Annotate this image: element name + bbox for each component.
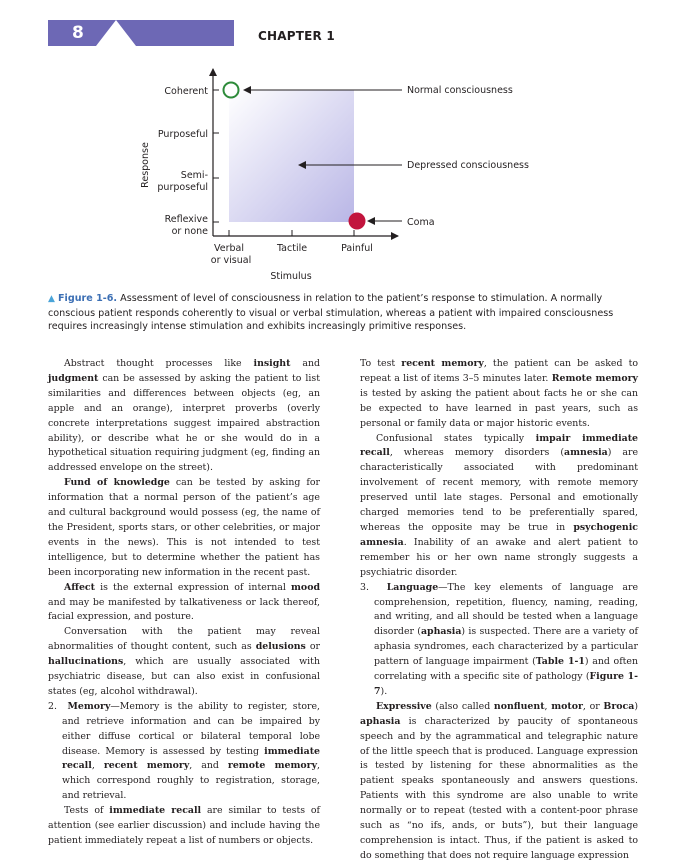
- paragraph-expressive-aphasia: Expressive (also called nonfluent, motor, or Broca) aphasia is characterized by paucity of spontaneous speech and by the agrammatical and telegraphic nature of the little speech that is produced. Language expression is tested by listening for these abnormalities as the patient speaks spontaneously and answers questions. Patients with this syndrome are also unable to write normally or to repeat (tested with a content-poor phrase such as “no ifs, ands, or buts”), but their language comprehension is intact. Thus, if the patient is asked to do something that does not require language expression: [360, 700, 638, 861]
- figure-caption: [48, 292, 638, 334]
- y-level-semi: Semi-: [180, 170, 208, 181]
- paragraph-fund-of-knowledge: Fund of knowledge can be tested by asking for information that a normal person of the patient’s age and cultural background would possess (eg, the name of the President, sports stars, or other celebrities, or major events in the news). This is not intended to test intelligence, but to determine whether the patient has been incorporating new information in the recent past.: [48, 477, 320, 578]
- caption-text: Assessment of level of consciousness in relation to the patient’s response to stimulation. A normally conscious patient responds coherently to visual or verbal stimulation, whereas a patient with impaired consciousness requires increasingly intense stimulation and exhibits increasingly primitive responses.: [48, 293, 614, 332]
- y-level-purposeful-2: purposeful: [157, 182, 208, 193]
- right-text-column: [360, 357, 638, 864]
- callout-depressed: Depressed consciousness: [407, 160, 529, 171]
- paragraph-affect: Affect is the external expression of internal mood and may be manifested by talkativeness or lack thereof, facial expression, and posture.: [48, 581, 320, 623]
- y-level-none: or none: [171, 226, 208, 237]
- list-item-memory: 2. Memory—Memory is the ability to register, store, and retrieve information and can be impaired by either diffuse cortical or bilateral temporal lobe disease. Memory is assessed by testing immediate recall, recent memory, and remote memory, which correspond roughly to registration, storage, and retrieval.: [48, 700, 320, 802]
- x-level-tactile: Tactile: [276, 243, 308, 254]
- caption-label: Figure 1-6.: [57, 293, 118, 304]
- paragraph-recent-memory: To test recent memory, the patient can be asked to repeat a list of items 3–5 minutes later. Remote memory is tested by asking the patient about facts he or she can be expected to have learned in past years, such as personal or family data or major historic events.: [360, 358, 638, 429]
- x-axis-label: Stimulus: [270, 271, 312, 282]
- coma-marker: [349, 213, 366, 230]
- x-level-verbal: Verbal: [213, 243, 245, 254]
- callout-coma: Coma: [407, 217, 435, 228]
- left-text-column: [48, 357, 320, 849]
- page-number: 8: [72, 23, 84, 43]
- paragraph-immediate-recall: Tests of immediate recall are similar to tests of attention (see earlier discussion) and include having the patient immediately repeat a list of numbers or objects.: [48, 805, 320, 846]
- x-level-visual: or visual: [210, 255, 252, 266]
- caption-triangle-icon: ▲: [48, 294, 55, 304]
- list-item-language: 3. Language—The key elements of language are comprehension, repetition, fluency, naming, reading, and writing, and all should be tested when a language disorder (aphasia) is suspected. There are a variety of aphasia syndromes, each characterized by a particular pattern of language impairment (Table 1-1) and often correlating with a specific site of pathology (Figure 1-7).: [360, 581, 639, 697]
- y-level-reflexive: Reflexive: [164, 214, 208, 225]
- normal-consciousness-marker: [224, 83, 239, 98]
- paragraph-conversation: Conversation with the patient may reveal abnormalities of thought content, such as delusions or hallucinations, which are usually associated with psychiatric disease, but can also exist in confusional states (eg, alcohol withdrawal).: [48, 626, 321, 697]
- paragraph-confusional-states: Confusional states typically impair immediate recall, whereas memory disorders (amnesia) are characteristically associated with predominant involvement of recent memory, with remote memory preserved until late stages. Personal and emotionally charged memories tend to be preferentially spared, whereas the opposite may be true in psychogenic amnesia. Inability of an awake and alert patient to remember his or her own name strongly suggests a psychiatric disorder.: [360, 432, 638, 578]
- chapter-title: CHAPTER 1: [258, 29, 335, 43]
- y-axis-label: Response: [140, 142, 151, 188]
- callout-normal: Normal consciousness: [407, 85, 513, 96]
- x-level-painful: Painful: [341, 243, 373, 254]
- consciousness-region: [229, 90, 354, 222]
- y-level-coherent: Coherent: [164, 86, 208, 97]
- consciousness-figure: [0, 0, 685, 290]
- paragraph-insight: Abstract thought processes like insight and judgment can be assessed by asking the patient to list similarities and differences between objects (eg, an apple and an orange), interpret proverbs (overly concrete interpretations suggest impaired abstraction ability), or describe what he or she would do in a hypothetical situation requiring judgment (eg, finding an addressed envelope on the street).: [48, 358, 320, 474]
- y-level-purposeful: Purposeful: [157, 129, 208, 140]
